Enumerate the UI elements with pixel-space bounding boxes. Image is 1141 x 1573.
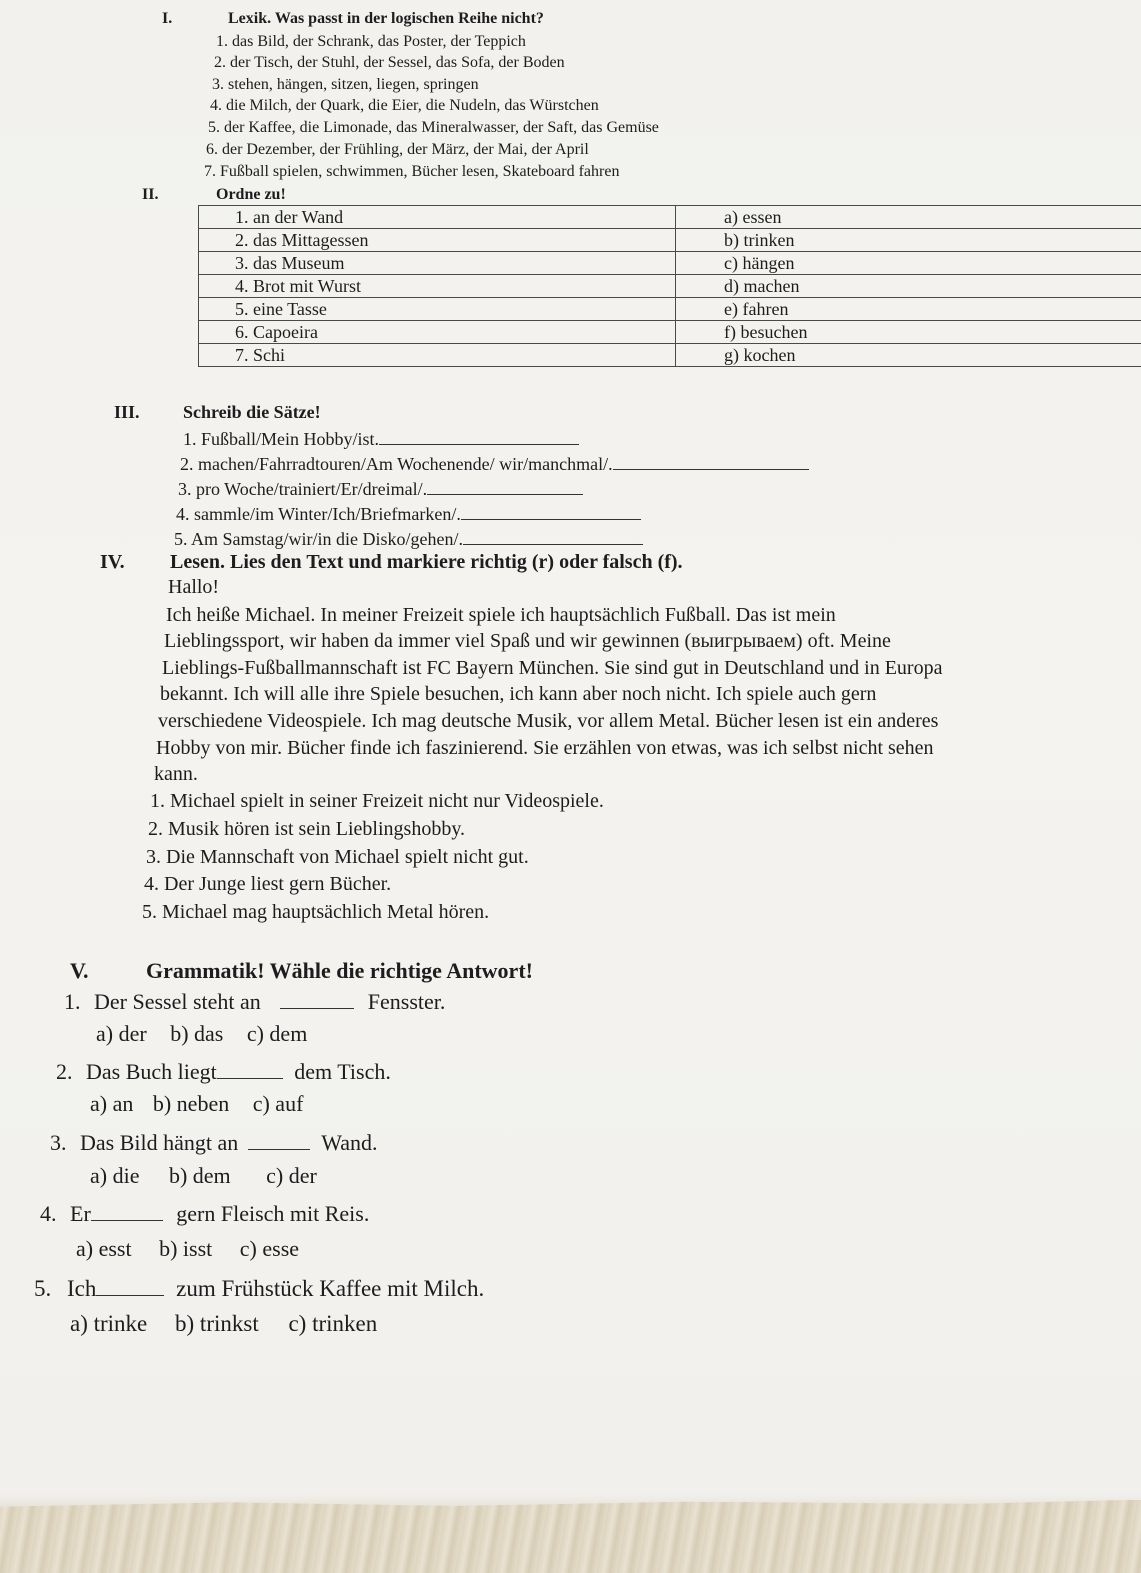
sentence-task	[176, 501, 641, 525]
section-1-item: 4. die Milch, der Quark, die Eier, die Nudeln, das Würstchen	[210, 97, 599, 114]
section-1-item: 5. der Kaffee, die Limonade, das Mineralwasser, der Saft, das Gemüse	[208, 119, 659, 136]
option-b[interactable]: b) isst	[159, 1236, 213, 1261]
table-row	[199, 344, 1141, 367]
true-false-statement: 5. Michael mag hauptsächlich Metal hören.	[142, 901, 490, 923]
grammar-question	[34, 1272, 484, 1302]
table-cell-right: a) essen	[676, 206, 1141, 229]
answer-blank[interactable]	[217, 1056, 283, 1079]
option-a[interactable]: a) der	[96, 1021, 147, 1046]
answer-blank[interactable]	[379, 426, 579, 445]
question-text-before: Ich	[67, 1276, 97, 1301]
option-a[interactable]: a) trinke	[70, 1311, 148, 1336]
sentence-task	[178, 476, 583, 500]
reading-text-line: Ich heiße Michael. In meiner Freizeit spiele ich hauptsächlich Fußball. Das ist mein	[166, 604, 836, 626]
question-number: 1.	[64, 989, 81, 1014]
section-2-heading: Ordne zu!	[216, 186, 286, 203]
section-4-number: IV.	[100, 551, 125, 573]
section-4-heading: Lesen. Lies den Text und markiere richtig (r) oder falsch (f).	[170, 551, 683, 573]
question-text-after: gern Fleisch mit Reis.	[176, 1201, 370, 1226]
option-b[interactable]: b) neben	[152, 1091, 230, 1116]
question-text-after: Fensster.	[367, 989, 446, 1014]
answer-blank[interactable]	[463, 526, 643, 545]
sentence-task-text: 3. pro Woche/trainiert/Er/dreimal/.	[178, 479, 428, 499]
option-b[interactable]: b) trinkst	[175, 1311, 259, 1336]
table-cell-right: e) fahren	[676, 298, 1141, 321]
section-1-number: I.	[162, 10, 173, 27]
answer-blank[interactable]	[427, 476, 583, 495]
answer-blank[interactable]	[280, 986, 354, 1009]
reading-text-line: kann.	[154, 763, 198, 785]
table-cell-right: f) besuchen	[676, 321, 1141, 344]
question-number: 2.	[56, 1059, 73, 1084]
question-text-after: Wand.	[321, 1130, 378, 1155]
section-3-number: III.	[114, 402, 140, 422]
table-cell-left: 1. an der Wand	[199, 206, 676, 229]
answer-blank[interactable]	[248, 1127, 310, 1150]
table-cell-right: g) kochen	[676, 344, 1141, 367]
section-3-heading: Schreib die Sätze!	[183, 402, 321, 422]
section-1-item: 6. der Dezember, der Frühling, der März, der Mai, der April	[206, 141, 589, 158]
question-text-before: Er	[70, 1201, 91, 1226]
answer-options	[90, 1163, 317, 1189]
answer-options	[96, 1021, 307, 1047]
table-row	[199, 298, 1141, 321]
sentence-task	[174, 526, 643, 550]
question-text-after: dem Tisch.	[294, 1059, 391, 1084]
answer-blank[interactable]	[461, 501, 641, 520]
matching-table	[198, 205, 1141, 367]
table-row	[199, 321, 1141, 344]
true-false-statement: 4. Der Junge liest gern Bücher.	[144, 873, 392, 895]
reading-text-line: bekannt. Ich will alle ihre Spiele besuchen, ich kann aber noch nicht. Ich spiele auch gern	[160, 683, 877, 705]
option-c[interactable]: c) esse	[239, 1236, 300, 1261]
section-1-item: 7. Fußball spielen, schwimmen, Bücher lesen, Skateboard fahren	[204, 163, 620, 180]
table-cell-left: 3. das Museum	[199, 252, 676, 275]
answer-blank[interactable]	[91, 1198, 163, 1221]
section-1-item: 2. der Tisch, der Stuhl, der Sessel, das Sofa, der Boden	[214, 54, 565, 71]
sentence-task	[180, 451, 809, 475]
section-5-heading: Grammatik! Wähle die richtige Antwort!	[146, 958, 533, 983]
answer-options	[70, 1311, 377, 1337]
option-c[interactable]: c) auf	[252, 1091, 304, 1116]
table-cell-left: 5. eine Tasse	[199, 298, 676, 321]
answer-blank[interactable]	[96, 1272, 164, 1296]
desk-surface	[0, 1500, 1141, 1573]
option-c[interactable]: c) der	[266, 1163, 317, 1188]
true-false-statement: 2. Musik hören ist sein Lieblingshobby.	[148, 818, 466, 840]
section-1-heading: Lexik. Was passt in der logischen Reihe nicht?	[228, 10, 544, 27]
sentence-task-text: 1. Fußball/Mein Hobby/ist.	[183, 429, 380, 449]
table-row	[199, 252, 1141, 275]
option-a[interactable]: a) die	[90, 1163, 140, 1188]
reading-text-line: Lieblingssport, wir haben da immer viel Spaß und wir gewinnen (выигрываем) oft. Meine	[164, 630, 891, 652]
question-text-before: Das Bild hängt an	[80, 1130, 239, 1155]
section-1-item: 3. stehen, hängen, sitzen, liegen, springen	[212, 76, 479, 93]
table-cell-left: 6. Capoeira	[199, 321, 676, 344]
question-number: 3.	[50, 1130, 67, 1155]
sentence-task-text: 4. sammle/im Winter/Ich/Briefmarken/.	[176, 504, 461, 524]
option-b[interactable]: b) das	[170, 1021, 224, 1046]
grammar-question	[56, 1056, 391, 1085]
table-cell-left: 7. Schi	[199, 344, 676, 367]
option-a[interactable]: a) esst	[76, 1236, 132, 1261]
reading-text-line: Hobby von mir. Bücher finde ich faszinierend. Sie erzählen von etwas, was ich selbst nicht sehen	[156, 737, 934, 759]
true-false-statement: 3. Die Mannschaft von Michael spielt nicht gut.	[146, 846, 529, 868]
question-number: 4.	[40, 1201, 57, 1226]
question-text-after: zum Frühstück Kaffee mit Milch.	[176, 1276, 485, 1301]
sentence-task	[183, 426, 579, 450]
true-false-statement: 1. Michael spielt in seiner Freizeit nicht nur Videospiele.	[150, 790, 604, 812]
answer-options	[90, 1091, 303, 1117]
grammar-question	[50, 1127, 378, 1156]
question-text-before: Der Sessel steht an	[94, 989, 261, 1014]
table-row	[199, 275, 1141, 298]
section-5-number: V.	[70, 958, 89, 983]
sentence-task-text: 5. Am Samstag/wir/in die Disko/gehen/.	[174, 529, 463, 549]
answer-blank[interactable]	[613, 451, 809, 470]
option-c[interactable]: c) trinken	[288, 1311, 378, 1336]
section-1-item: 1. das Bild, der Schrank, das Poster, der Teppich	[216, 33, 526, 50]
answer-options	[76, 1236, 299, 1262]
section-2-number: II.	[142, 186, 159, 203]
reading-text-line: verschiedene Videospiele. Ich mag deutsche Musik, vor allem Metal. Bücher lesen ist ein anderes	[158, 710, 939, 732]
table-cell-right: b) trinken	[676, 229, 1141, 252]
option-b[interactable]: b) dem	[168, 1163, 231, 1188]
table-cell-right: d) machen	[676, 275, 1141, 298]
sentence-task-text: 2. machen/Fahrradtouren/Am Wochenende/ wir/manchmal/.	[180, 454, 613, 474]
question-text-before: Das Buch liegt	[86, 1059, 217, 1084]
reading-text-line: Lieblings-Fußballmannschaft ist FC Bayern München. Sie sind gut in Deutschland und in Europa	[162, 657, 943, 679]
table-cell-right: c) hängen	[676, 252, 1141, 275]
table-cell-left: 2. das Mittagessen	[199, 229, 676, 252]
reading-text-line: Hallo!	[168, 576, 220, 598]
grammar-question	[64, 986, 445, 1015]
table-cell-left: 4. Brot mit Wurst	[199, 275, 676, 298]
table-row	[199, 206, 1141, 229]
grammar-question	[40, 1198, 369, 1227]
option-a[interactable]: a) an	[90, 1091, 134, 1116]
option-c[interactable]: c) dem	[246, 1021, 308, 1046]
table-row	[199, 229, 1141, 252]
question-number: 5.	[34, 1276, 52, 1301]
